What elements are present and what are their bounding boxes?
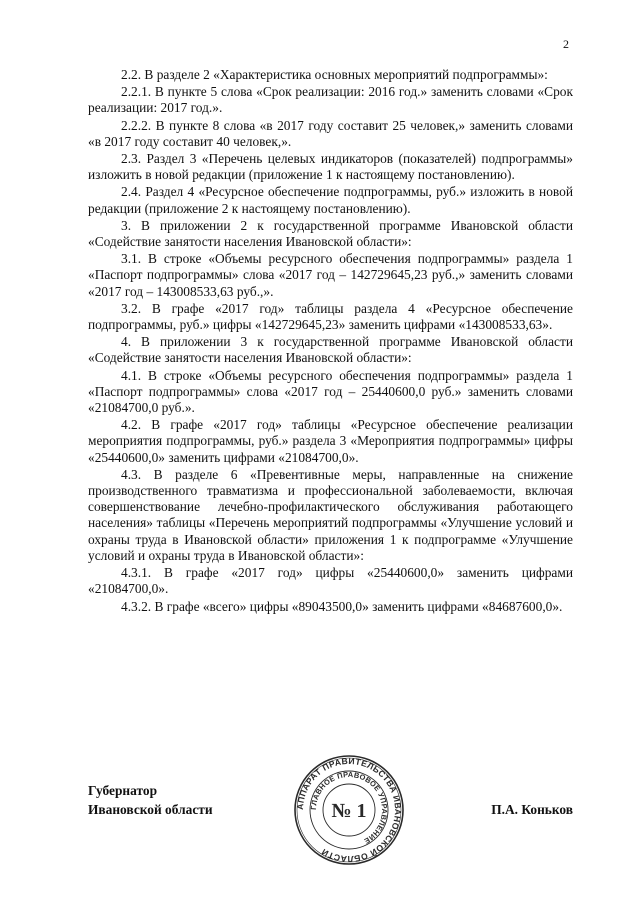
official-seal-stamp	[293, 754, 405, 866]
paragraph-3-2: 3.2. В графе «2017 год» таблицы раздела 4 «Ресурсное обеспечение подпрограммы, руб.» цифры «142729645,23» заменить цифрами «143008533,63».	[88, 300, 573, 333]
signature-block	[88, 755, 573, 871]
paragraph-2-2-1: 2.2.1. В пункте 5 слова «Срок реализации: 2016 год.» заменить словами «Срок реализации: 2017 год.».	[88, 84, 573, 116]
paragraph-2-4: 2.4. Раздел 4 «Ресурсное обеспечение подпрограммы, руб.» изложить в новой редакции (приложение 2 к настоящему постановлению).	[88, 184, 573, 216]
paragraph-4: 4. В приложении 3 к государственной программе Ивановской области «Содействие занятости населения Ивановской области»:	[88, 334, 573, 366]
paragraph-4-3-2: 4.3.2. В графе «всего» цифры «89043500,0» заменить цифрами «84687600,0».	[121, 598, 563, 614]
signatory-title	[88, 781, 213, 819]
paragraph-4-2: 4.2. В графе «2017 год» таблицы «Ресурсное обеспечение реализации мероприятия подпрограммы, руб.» раздела 3 «Мероприятия подпрограммы» цифры «25440600,0» заменить цифрами «21084700,0».	[88, 417, 573, 465]
paragraph-3-1: 3.1. В строке «Объемы ресурсного обеспечения подпрограммы» раздела 1 «Паспорт подпрограммы» слова «2017 год – 142729645,23 руб.,» заменить словами «2017 год – 143008533,63 руб.,».	[88, 251, 573, 299]
page-number: 2	[563, 37, 569, 51]
paragraph-4-3-1: 4.3.1. В графе «2017 год» цифры «25440600,0» заменить цифрами «21084700,0».	[88, 565, 573, 597]
seal-center-number: № 1	[331, 800, 367, 822]
paragraph-4-3: 4.3. В разделе 6 «Превентивные меры, направленные на снижение производственного травматизма и профессиональной заболеваемости, включая совершенствование лечебно-профилактического обслуживания работающего населения» таблицы «Перечень мероприятий подпрограммы «Улучшение условий и охраны труда в Ивановской области» приложения 1 к подпрограмме «Улучшение условий и охраны труда в Ивановской области»:	[88, 466, 573, 563]
signatory-title-line-1: Губернатор	[88, 783, 158, 798]
signatory-name: П.А. Коньков	[491, 802, 573, 817]
paragraph-2-2-2: 2.2.2. В пункте 8 слова «в 2017 году составит 25 человек,» заменить словами «в 2017 году составит 40 человек,».	[88, 117, 573, 149]
paragraph-2-2: 2.2. В разделе 2 «Характеристика основных мероприятий подпрограммы»:	[121, 67, 548, 82]
paragraph-2-3: 2.3. Раздел 3 «Перечень целевых индикаторов (показателей) подпрограммы» изложить в новой редакции (приложение 1 к настоящему постановлению).	[88, 151, 573, 183]
seal-inner-text: ГЛАВНОЕ ПРАВОВОЕ УПРАВЛЕНИЕ	[308, 769, 390, 846]
paragraph-3: 3. В приложении 2 к государственной программе Ивановской области «Содействие занятости населения Ивановской области»:	[88, 217, 573, 250]
paragraph-4-1: 4.1. В строке «Объемы ресурсного обеспечения подпрограммы» раздела 1 «Паспорт подпрограммы» слова «2017 год – 25440600,0 руб.» заменить словами «21084700,0 руб.».	[88, 367, 573, 416]
signatory-title-line-2: Ивановской области	[88, 802, 213, 817]
seal-outer-text: АППАРАТ ПРАВИТЕЛЬСТВА ИВАНОВСКОЙ ОБЛАСТИ	[294, 755, 404, 865]
document-body	[88, 67, 573, 616]
